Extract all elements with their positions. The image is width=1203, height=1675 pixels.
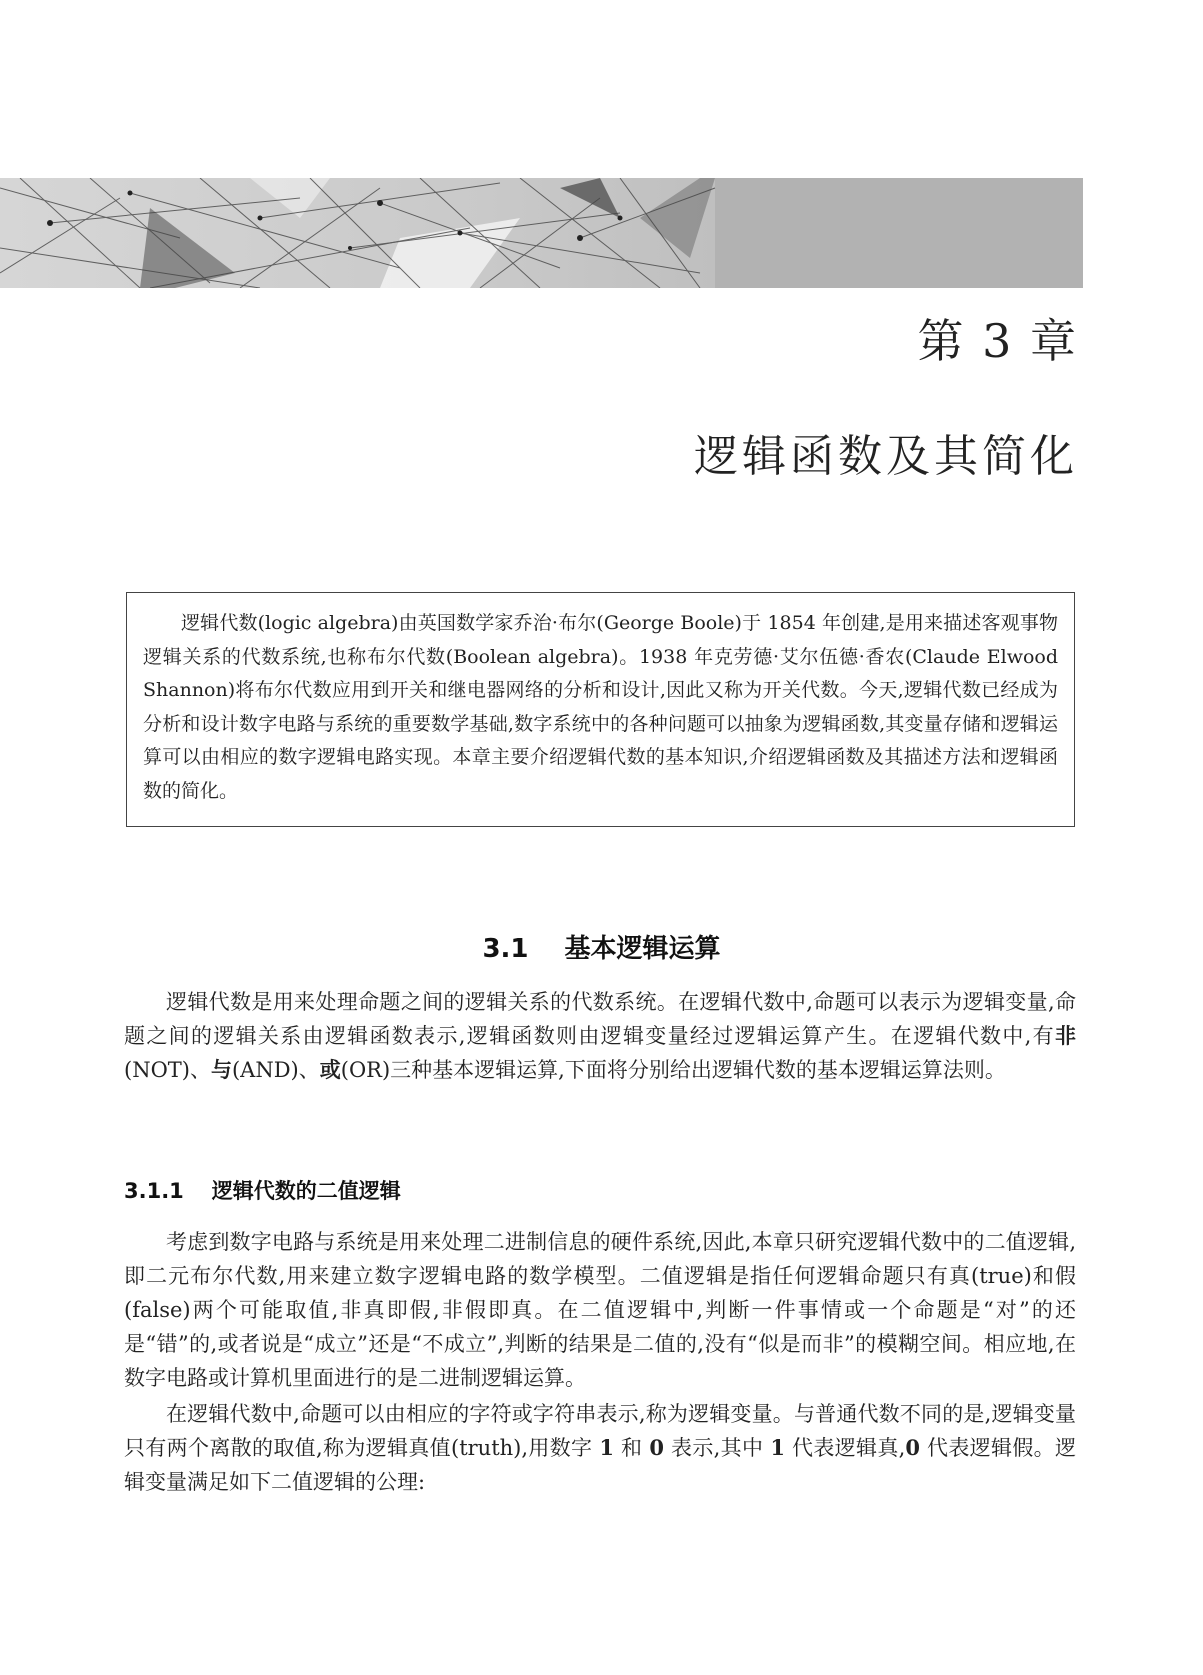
section-number: 3.1 (482, 934, 529, 964)
section-intro-paragraph (124, 985, 1076, 1087)
op-not: 非 (1055, 1023, 1076, 1048)
subsection-title: 逻辑代数的二值逻辑 (211, 1179, 401, 1203)
network-pattern-image (0, 178, 1083, 288)
op-or: 或 (319, 1057, 341, 1082)
digit-one: 1 (599, 1435, 615, 1460)
body-paragraph-1: 考虑到数字电路与系统是用来处理二进制信息的硬件系统,因此,本章只研究逻辑代数中的二值逻辑,即二元布尔代数,用来建立数字逻辑电路的数学模型。二值逻辑是指任何逻辑命题只有真(true)和假(false)两个可能取值,非真即假,非假即真。在二值逻辑中,判断一件事情或一个命题是“对”的还是“错”的,或者说是“成立”还是“不成立”,判断的结果是二值的,没有“似是而非”的模糊空间。相应地,在数字电路或计算机里面进行的是二进制逻辑运算。 (124, 1230, 1076, 1390)
intro-text-3: (AND)、 (231, 1058, 320, 1082)
section-title: 基本逻辑运算 (564, 934, 721, 964)
para2-text-e: 代表逻辑假。逻辑变量满足如下二值逻辑的公理: (124, 1436, 1076, 1494)
chapter-title: 逻辑函数及其简化 (694, 431, 1078, 482)
body-paragraph-2 (124, 1397, 1076, 1499)
para2-text-d: 代表逻辑真, (785, 1436, 906, 1460)
intro-text-1: 逻辑代数是用来处理命题之间的逻辑关系的代数系统。在逻辑代数中,命题可以表示为逻辑变量,命题之间的逻辑关系由逻辑函数表示,逻辑函数则由逻辑变量经过逻辑运算产生。在逻辑代数中,有 (124, 990, 1076, 1048)
para2-text-b: 和 (614, 1436, 650, 1460)
para2-text-c: 表示,其中 (664, 1436, 771, 1460)
digit-one-2: 1 (770, 1435, 785, 1460)
digit-zero: 0 (649, 1435, 664, 1460)
abstract-text: 逻辑代数(logic algebra)由英国数学家乔治·布尔(George Boole)于 1854 年创建,是用来描述客观事物逻辑关系的代数系统,也称布尔代数(Boolean algebra)。1938 年克劳德·艾尔伍德·香农(Claude Elwood Shannon)将布尔代数应用到开关和继电器网络的分析和设计,因此又称为开关代数。今天,逻辑代数已经成为分析和设计数字电路与系统的重要数学基础,数字系统中的各种问题可以抽象为逻辑函数,其变量存储和逻辑运算可以由相应的数字逻辑电路实现。本章主要介绍逻辑代数的基本知识,介绍逻辑函数及其描述方法和逻辑函数的简化。 (143, 612, 1058, 802)
section-heading (0, 928, 1203, 965)
para2-text-a: 在逻辑代数中,命题可以由相应的字符或字符串表示,称为逻辑变量。与普通代数不同的是,逻辑变量只有两个离散的取值,称为逻辑真值(truth),用数字 (124, 1402, 1076, 1460)
intro-text-2: (NOT)、 (124, 1058, 211, 1082)
subsection-heading (124, 1175, 401, 1205)
chapter-number: 第 3 章 (917, 314, 1078, 368)
digit-zero-2: 0 (905, 1435, 920, 1460)
chapter-banner-graphic (0, 178, 1083, 288)
op-and: 与 (210, 1057, 232, 1082)
intro-text-4: (OR)三种基本逻辑运算,下面将分别给出逻辑代数的基本逻辑运算法则。 (340, 1058, 1006, 1082)
chapter-abstract-box (126, 592, 1075, 827)
subsection-number: 3.1.1 (124, 1179, 184, 1203)
